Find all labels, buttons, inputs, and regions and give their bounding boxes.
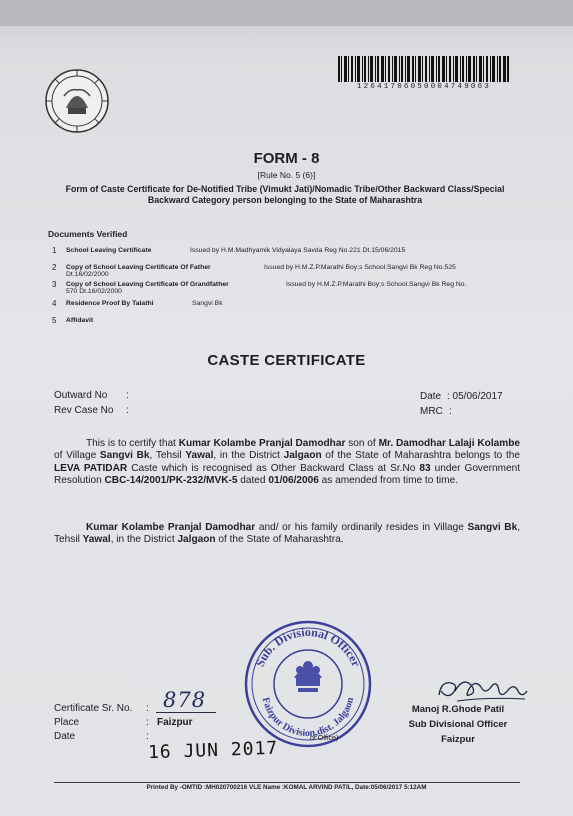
document-issuer: Issued by H.M.Madhyamik Vidyalaya Savda Reg No.221 Dt.15/06/2015 <box>190 247 406 254</box>
barcode-number: 12641706050004749063 <box>356 83 491 91</box>
outward-value: : <box>126 390 129 401</box>
date-stamp: 16 JUN 2017 <box>147 737 279 764</box>
certificate-paragraph-2 <box>54 522 520 547</box>
text-span: This is to certify that <box>86 438 179 449</box>
official-seal-icon <box>242 618 374 750</box>
seal-office-text: of Office) <box>310 735 339 742</box>
colon: : <box>146 703 149 714</box>
text-span: son of <box>345 438 379 449</box>
seal-bottom-text: Faizpur Division,dist. Jalgaon <box>259 696 357 740</box>
officer-title: Sub Divisional Officer <box>408 719 508 730</box>
place-label: Place <box>54 717 80 728</box>
maharashtra-emblem-icon <box>44 68 110 134</box>
village-name: Sangvi Bk <box>99 450 150 462</box>
document-title: Affidavit <box>66 317 94 324</box>
document-issuer-extra: 570 Dt.16/02/2000 <box>66 288 122 295</box>
place-value: Faizpur <box>157 717 193 728</box>
sr-underline <box>156 712 216 713</box>
barcode-icon <box>338 56 510 82</box>
document-number: 2 <box>52 263 57 272</box>
document-title: Copy of School Leaving Certificate Of Grandfather <box>66 281 229 288</box>
text-span: as amended from time to time. <box>318 474 458 486</box>
seal-top-text: Sub. Divisional Officer <box>252 624 364 669</box>
document-issuer: Issued by H.M.Z.P.Marathi Boy;s School.Sangvi Bk Reg No.525 <box>264 264 456 271</box>
district-name: Jalgaon <box>177 534 216 546</box>
officer-place: Faizpur <box>441 734 475 745</box>
colon: : <box>146 717 149 728</box>
text-span: , in the District <box>110 534 178 546</box>
text-span: , in the District <box>213 450 284 462</box>
colon: : <box>146 731 149 742</box>
document-number: 5 <box>52 316 57 325</box>
date-label: Date <box>420 391 442 402</box>
district-name: Jalgaon <box>283 450 322 462</box>
caste-certificate-title: CASTE CERTIFICATE <box>207 352 366 369</box>
outward-label: Outward No <box>54 390 108 401</box>
text-span: of the State of Maharashtra belongs to the <box>321 450 520 462</box>
certificate-paragraph-1 <box>54 438 520 487</box>
document-number: 1 <box>52 246 57 255</box>
officer-signature-icon <box>435 671 531 707</box>
village-name: Sangvi Bk <box>467 522 518 533</box>
scan-top-band <box>0 0 573 26</box>
father-name: Mr. Damodhar Lalaji Kolambe <box>378 438 520 449</box>
document-issuer: Sangvi Bk <box>192 300 223 307</box>
rev-case-label: Rev Case No <box>54 405 114 416</box>
document-issuer: Issued by H.M.Z.P.Marathi Boy;s School.Sangvi Bk Reg No. <box>286 281 467 288</box>
text-span: of the State of Maharashtra. <box>215 534 344 546</box>
form-description: Form of Caste Certificate for De-Notified Tribe (Vimukt Jati)/Nomadic Tribe/Other Backward Class/Special Backward Category person belonging to the State of Maharashtra <box>65 184 505 205</box>
certificate-sr-label: Certificate Sr. No. <box>54 703 133 714</box>
text-span: dated <box>237 474 269 486</box>
document-title: School Leaving Certificate <box>66 247 152 254</box>
document-issuer-extra: Dt.16/02/2000 <box>66 271 109 278</box>
resolution-date: 01/06/2006 <box>268 474 319 486</box>
footer-divider <box>54 782 520 783</box>
mrc-value: : <box>449 406 452 417</box>
date-value: : 05/06/2017 <box>447 391 503 402</box>
footer-print-info: Printed By -OMTID :MH020700216 VLE Name :KOMAL ARVIND PATIL, Date:05/06/2017 5:12AM <box>146 784 427 791</box>
form-title: FORM - 8 <box>253 150 320 167</box>
officer-name: Manoj R.Ghode Patil <box>411 704 505 715</box>
applicant-name: Kumar Kolambe Pranjal Damodhar <box>86 522 256 533</box>
date-label-bottom: Date <box>54 731 76 742</box>
certificate-sr-value: 878 <box>163 688 207 712</box>
text-span: and/ or his family ordinarily resides in Village <box>255 522 468 533</box>
documents-heading: Documents Verified <box>48 229 128 239</box>
document-number: 3 <box>52 280 57 289</box>
applicant-name: Kumar Kolambe Pranjal Damodhar <box>178 438 346 449</box>
resolution-number: CBC-14/2001/PK-232/MVK-5 <box>104 474 238 486</box>
form-rule: [Rule No. 5 (6)] <box>257 170 316 180</box>
text-span: under Government Resolution <box>54 462 521 486</box>
document-title: Residence Proof By Talathi <box>66 300 154 307</box>
document-number: 4 <box>52 299 57 308</box>
text-span: of Village <box>54 450 100 462</box>
document-title: Copy of School Leaving Certificate Of Father <box>66 264 211 271</box>
caste-serial-number: 83 <box>419 462 431 474</box>
caste-name: LEVA PATIDAR <box>54 462 128 474</box>
tehsil-name: Yawal <box>82 534 111 546</box>
tehsil-name: Yawal <box>185 450 214 462</box>
rev-case-value: : <box>126 405 129 416</box>
text-span: , Tehsil <box>149 450 186 462</box>
text-span: , Tehsil <box>54 522 521 546</box>
text-span: Caste which is recognised as Other Backward Class at Sr.No <box>127 462 420 474</box>
mrc-label: MRC <box>420 406 443 417</box>
